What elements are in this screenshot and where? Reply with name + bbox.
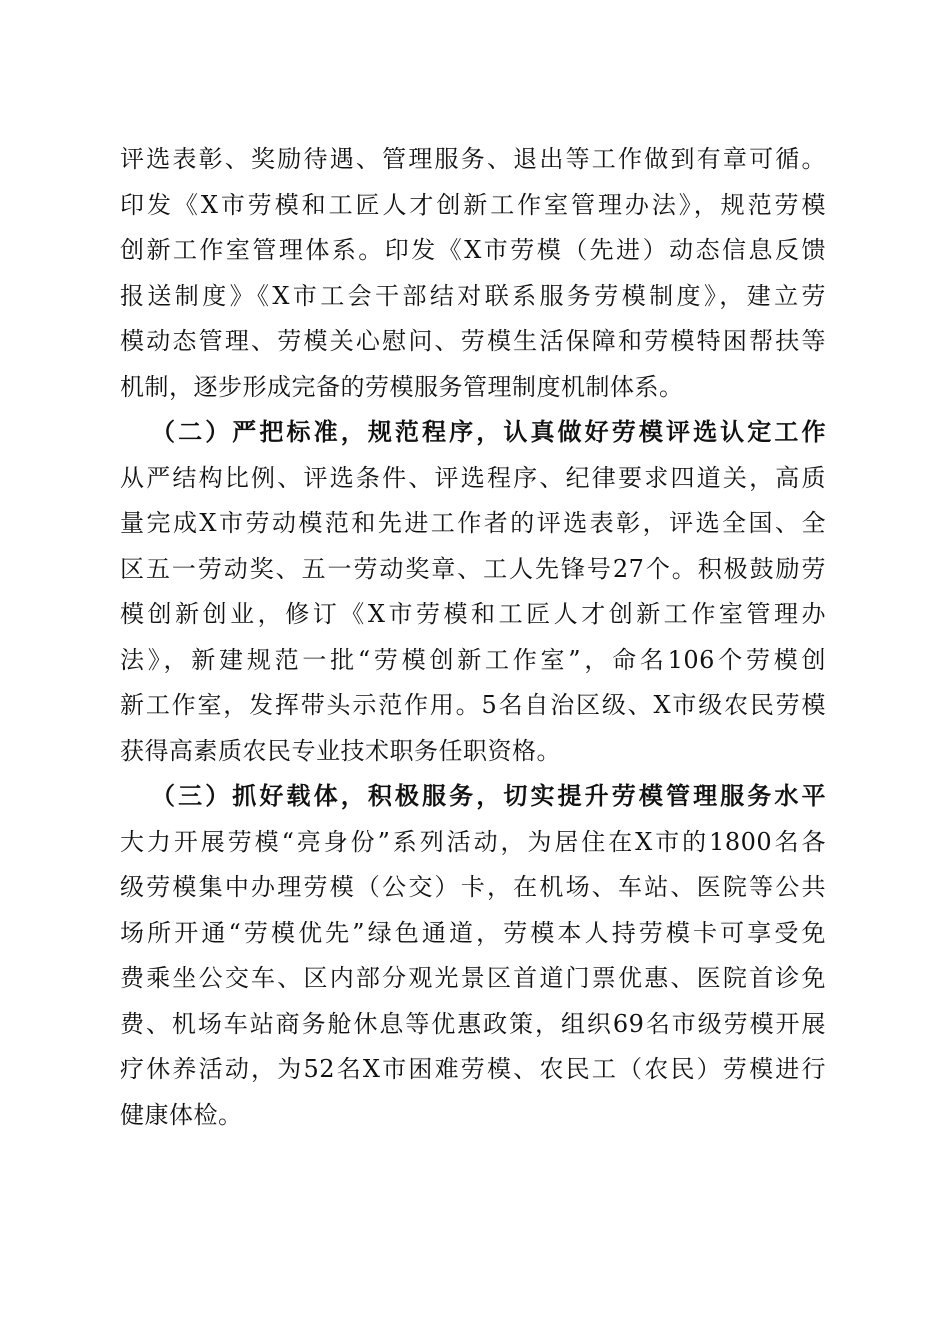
text-line: 大力开展劳模“亮身份”系列活动，为居住在X市的1800名各 [120, 827, 826, 856]
text-line: 机制，逐步形成完备的劳模服务管理制度机制体系。 [120, 372, 684, 401]
text-line: 疗休养活动，为52名X市困难劳模、农民工（农民）劳模进行 [120, 1055, 826, 1083]
text-line: 模创新创业，修订《X市劳模和工匠人才创新工作室管理办 [120, 600, 826, 628]
text-line: 法》，新建规范一批“劳模创新工作室”，命名106个劳模创 [120, 645, 826, 674]
text-line: 量完成X市劳动模范和先进工作者的评选表彰，评选全国、全 [120, 509, 826, 537]
section-3-heading: （三）抓好载体，积极服务，切实提升劳模管理服务水平 [151, 782, 826, 810]
text-line: 费、机场车站商务舱休息等优惠政策，组织69名市级劳模开展 [120, 1009, 826, 1038]
text-line: 级劳模集中办理劳模（公交）卡，在机场、车站、医院等公共 [120, 873, 826, 901]
text-line: 评选表彰、奖励待遇、管理服务、退出等工作做到有章可循。 [120, 145, 826, 173]
text-line: 报送制度》《X市工会干部结对联系服务劳模制度》，建立劳 [120, 281, 826, 310]
text-line: 获得高素质农民专业技术职务任职资格。 [120, 736, 561, 765]
text-line: 印发《X市劳模和工匠人才创新工作室管理办法》，规范劳模 [120, 190, 826, 219]
text-line: 模动态管理、劳模关心慰问、劳模生活保障和劳模特困帮扶等 [120, 327, 826, 355]
section-2 [120, 410, 826, 774]
text-line: 费乘坐公交车、区内部分观光景区首道门票优惠、医院首诊免 [120, 964, 826, 992]
paragraph-1 [120, 137, 826, 410]
text-line: 场所开通“劳模优先”绿色通道，劳模本人持劳模卡可享受免 [120, 918, 826, 947]
text-line: 健康体检。 [120, 1100, 243, 1129]
text-line: 区五一劳动奖、五一劳动奖章、工人先锋号27个。积极鼓励劳 [120, 554, 826, 583]
section-3 [120, 774, 826, 1138]
document-body [120, 137, 826, 1138]
section-2-heading: （二）严把标准，规范程序，认真做好劳模评选认定工作 [151, 418, 826, 446]
text-line: 创新工作室管理体系。印发《X市劳模（先进）动态信息反馈 [120, 236, 826, 264]
text-line: 从严结构比例、评选条件、评选程序、纪律要求四道关，高质 [120, 463, 826, 492]
text-line: 新工作室，发挥带头示范作用。5名自治区级、X市级农民劳模 [120, 691, 826, 719]
